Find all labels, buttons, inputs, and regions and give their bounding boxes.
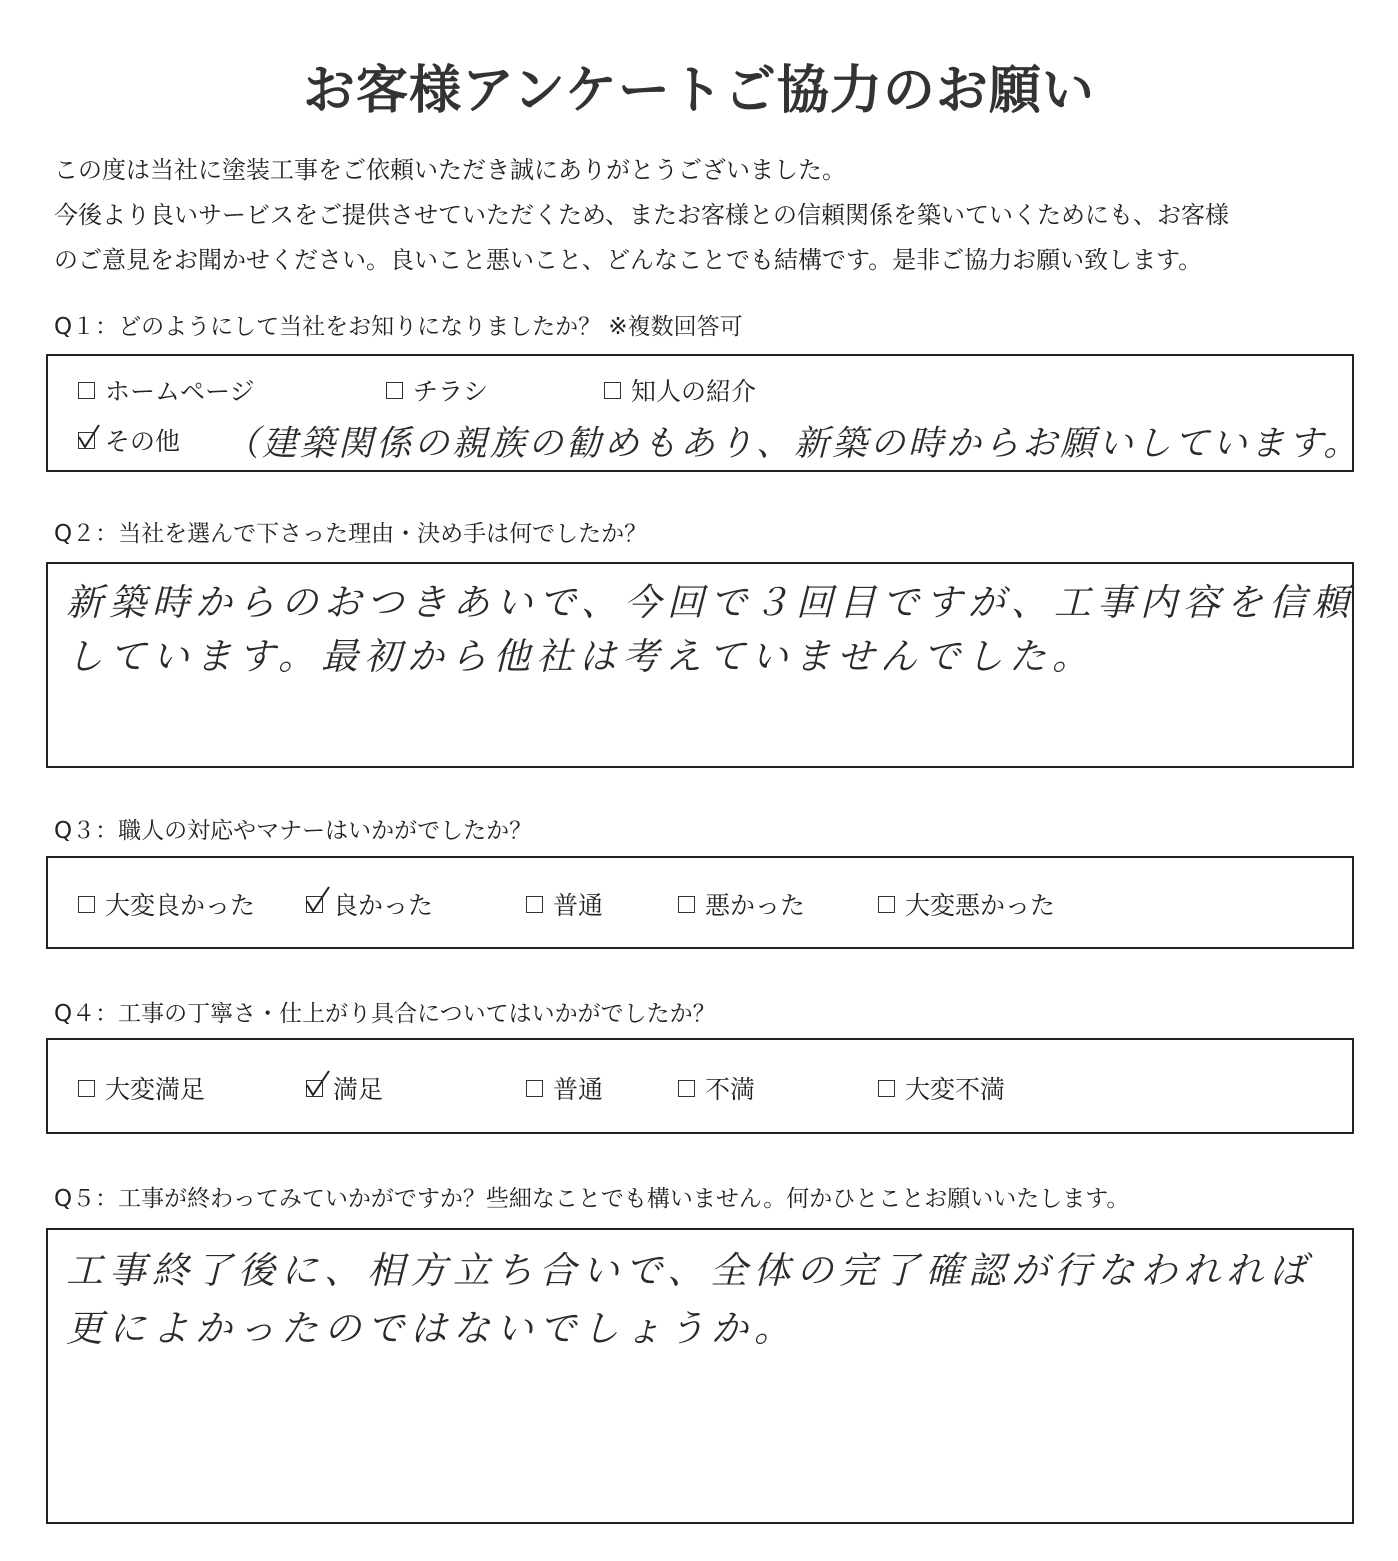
checkmark-icon [305,1073,331,1099]
option-label: 普通 [553,1075,604,1104]
checkbox[interactable] [78,382,95,399]
q2-label: Q２：当社を選んで下さった理由・決め手は何でしたか？ [54,521,648,547]
checkbox[interactable] [878,896,895,913]
q5-label: Q５：工事が終わってみていかがですか？些細なことでも構いません。何かひとことお願いいたします。 [54,1186,1130,1212]
q2-handwritten-line: 新築時からのおつきあいで、今回で３回目ですが、工事内容を信頼 [66,581,1355,624]
checkbox[interactable] [386,382,403,399]
checkmark-icon [77,425,103,451]
option-label: 普通 [553,891,604,920]
page-title: お客様アンケートご協力のお願い [303,61,1095,121]
q5-handwritten-line: 工事終了後に、相方立ち合いで、全体の完了確認が行なわれれば [66,1249,1313,1292]
q1-answer-box [46,354,1362,472]
checkbox[interactable] [78,896,95,913]
q3-answer-box [46,856,1354,949]
checkbox[interactable] [526,896,543,913]
q1-option-flyer[interactable] [386,372,488,408]
q2-handwritten-line: しています。最初から他社は考えていませんでした。 [66,635,1096,678]
checkbox[interactable] [526,1080,543,1097]
intro-line: 今後より良いサービスをご提供させていただくため、またお客様との信頼関係を築いていくためにも、お客様 [54,201,1230,229]
option-label: 大変悪かった [905,891,1056,920]
intro-line: この度は当社に塗装工事をご依頼いただき誠にありがとうございました。 [54,156,846,184]
intro-line: のご意見をお聞かせください。良いこと悪いこと、どんなことでも結構です。是非ご協力お願い致します。 [54,246,1203,274]
q1-option-other[interactable] [78,422,180,458]
q4-option-very-dissatisfied[interactable] [878,1070,1005,1106]
option-label: 大変良かった [105,891,256,920]
q5-answer-box[interactable] [46,1228,1354,1524]
option-label: 知人の紹介 [631,377,757,406]
q3-option-very-bad[interactable] [878,886,1055,922]
q1-other-handwritten-answer: （建築関係の親族の勧めもあり、新築の時からお願いしています。 [224,424,1362,464]
q3-option-bad[interactable] [678,886,805,922]
q4-option-very-satisfied[interactable] [78,1070,205,1106]
q3-option-very-good[interactable] [78,886,255,922]
q2-answer-box[interactable] [46,562,1354,768]
option-label: その他 [105,427,181,456]
q4-label: Q４：工事の丁寧さ・仕上がり具合についてはいかがでしたか？ [54,1001,716,1027]
option-label: 悪かった [705,891,806,920]
checkbox[interactable] [678,896,695,913]
option-label: ホームページ [105,377,255,406]
checkbox[interactable] [78,1080,95,1097]
q1-option-homepage[interactable] [78,372,255,408]
checkmark-icon [305,889,331,915]
option-label: 満足 [333,1075,384,1104]
q3-option-good[interactable] [306,886,433,922]
checkbox[interactable] [878,1080,895,1097]
q1-label: Q１：どのようにして当社をお知りになりましたか？ ※複数回答可 [54,314,743,340]
q3-label: Q３：職人の対応やマナーはいかがでしたか？ [54,818,533,844]
q4-answer-box [46,1038,1354,1134]
option-label: 大変不満 [905,1075,1006,1104]
intro-text [54,148,1354,283]
option-label: 不満 [705,1075,756,1104]
checkbox-checked[interactable] [306,896,323,913]
option-label: 良かった [333,891,434,920]
option-label: 大変満足 [105,1075,206,1104]
q4-option-dissatisfied[interactable] [678,1070,755,1106]
checkbox[interactable] [604,382,621,399]
q4-option-satisfied[interactable] [306,1070,383,1106]
q1-option-referral[interactable] [604,372,756,408]
option-label: チラシ [413,377,489,406]
checkbox-checked[interactable] [78,432,95,449]
checkbox[interactable] [678,1080,695,1097]
q3-option-average[interactable] [526,886,603,922]
q4-option-average[interactable] [526,1070,603,1106]
q5-handwritten-line: 更によかったのではないでしょうか。 [66,1307,797,1350]
checkbox-checked[interactable] [306,1080,323,1097]
